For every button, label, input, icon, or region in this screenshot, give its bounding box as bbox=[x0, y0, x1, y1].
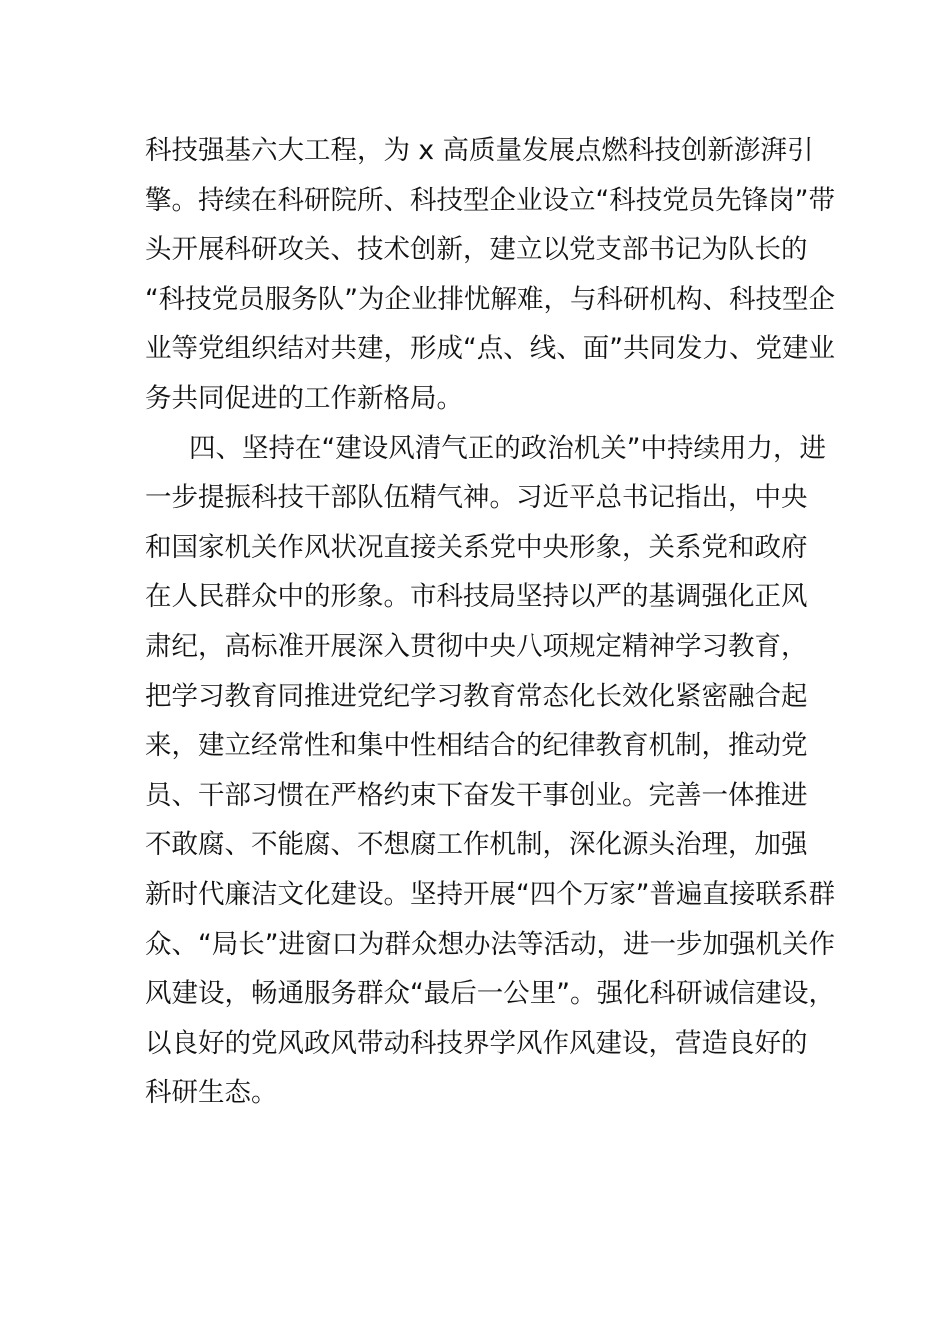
document-body bbox=[145, 126, 835, 1118]
text-line: 把学习教育同推进党纪学习教育常态化长效化紧密融合起 bbox=[145, 680, 808, 712]
text-line: 来，建立经常性和集中性相结合的纪律教育机制，推动党 bbox=[145, 730, 808, 762]
text-line: 肃纪，高标准开展深入贯彻中央八项规定精神学习教育， bbox=[145, 630, 808, 662]
paragraph-four bbox=[145, 424, 835, 1118]
text-line: 众、“局长”进窗口为群众想办法等活动，进一步加强机关作 bbox=[145, 928, 835, 960]
text-line: 擎。持续在科研院所、科技型企业设立“科技党员先锋岗”带 bbox=[145, 184, 835, 216]
text-line: 以良好的党风政风带动科技界学风作风建设，营造良好的 bbox=[145, 1027, 808, 1059]
text-line: 和国家机关作风状况直接关系党中央形象，关系党和政府 bbox=[145, 531, 808, 563]
text-line: 一步提振科技干部队伍精气神。习近平总书记指出，中央 bbox=[145, 482, 808, 514]
text-line: 科技强基六大工程，为 x 高质量发展点燃科技创新澎湃引 bbox=[145, 135, 814, 166]
text-line: 务共同促进的工作新格局。 bbox=[145, 382, 463, 414]
text-line: 新时代廉洁文化建设。坚持开展“四个万家”普遍直接联系群 bbox=[145, 878, 835, 910]
text-line: 在人民群众中的形象。市科技局坚持以严的基调强化正风 bbox=[145, 581, 808, 613]
paragraph-continued bbox=[145, 126, 835, 424]
text-line: 业等党组织结对共建，形成“点、线、面”共同发力、党建业 bbox=[145, 333, 835, 365]
text-line: “科技党员服务队”为企业排忧解难，与科研机构、科技型企 bbox=[145, 283, 835, 315]
text-line: 科研生态。 bbox=[145, 1077, 278, 1109]
text-line-first: 四、坚持在“建设风清气正的政治机关”中持续用力，进 bbox=[189, 432, 826, 464]
text-line: 头开展科研攻关、技术创新，建立以党支部书记为队长的 bbox=[145, 234, 808, 266]
text-line: 风建设，畅通服务群众“最后一公里”。强化科研诚信建设， bbox=[145, 978, 835, 1010]
text-line: 员、干部习惯在严格约束下奋发干事创业。完善一体推进 bbox=[145, 779, 808, 811]
text-line: 不敢腐、不能腐、不想腐工作机制，深化源头治理，加强 bbox=[145, 829, 808, 861]
